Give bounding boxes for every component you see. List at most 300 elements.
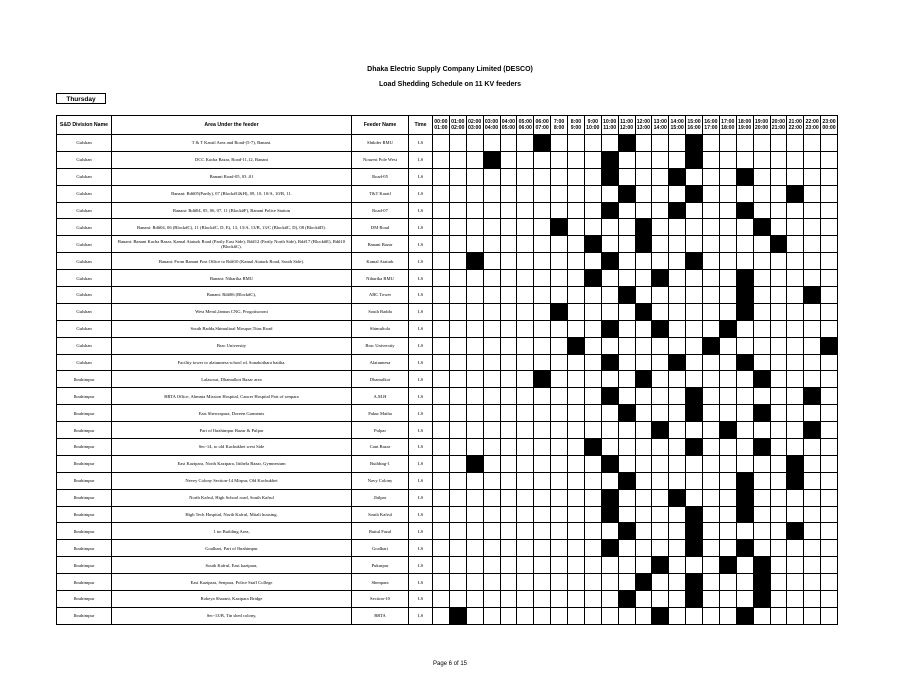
slot-cell — [804, 253, 821, 270]
slot-cell — [433, 151, 450, 168]
area-cell: East Kazipara, North Kazipara, Ittihela Bazar, Gymnesium — [112, 455, 352, 472]
shedding-slot — [584, 439, 601, 456]
shedding-slot — [618, 591, 635, 608]
time-cell: LS — [409, 523, 433, 540]
slot-cell — [821, 506, 838, 523]
area-cell: Rokeya Sharani, Kazipara Bridge — [112, 591, 352, 608]
area-cell: Sec-14, to old Kachukhet west Side — [112, 439, 352, 456]
slot-cell — [753, 523, 770, 540]
slot-cell — [517, 574, 534, 591]
slot-cell — [753, 472, 770, 489]
slot-cell — [466, 354, 483, 371]
slot-cell — [433, 202, 450, 219]
slot-cell — [703, 472, 720, 489]
slot-cell — [821, 489, 838, 506]
slot-cell — [584, 506, 601, 523]
slot-cell — [584, 168, 601, 185]
slot-cell — [770, 574, 787, 591]
slot-cell — [669, 439, 686, 456]
slot-cell — [584, 388, 601, 405]
shedding-slot — [652, 422, 669, 439]
feeder-cell: Road-07 — [352, 202, 409, 219]
slot-cell — [719, 135, 736, 152]
table-row — [57, 287, 838, 304]
slot-cell — [787, 371, 804, 388]
slot-cell — [652, 219, 669, 236]
shedding-slot — [736, 540, 753, 557]
shedding-slot — [686, 405, 703, 422]
slot-cell — [466, 439, 483, 456]
slot-cell — [821, 455, 838, 472]
shedding-slot — [770, 236, 787, 253]
slot-cell — [466, 523, 483, 540]
slot-cell — [534, 405, 551, 422]
area-cell: Banani: Rd#04, 06 (Block#C), 11 (Block#C, D, E), 13, 13/A, 13/B, 13/C (Block#C, D), 08 (Block#D). — [112, 219, 352, 236]
slot-cell — [703, 219, 720, 236]
feeder-cell: Cant Bazar — [352, 439, 409, 456]
slot-cell — [584, 489, 601, 506]
time-header: Time — [409, 116, 433, 135]
slot-cell — [736, 455, 753, 472]
slot-cell — [770, 591, 787, 608]
slot-cell — [753, 185, 770, 202]
slot-cell — [584, 405, 601, 422]
slot-cell — [618, 270, 635, 287]
slot-cell — [568, 607, 585, 624]
slot-cell — [652, 168, 669, 185]
slot-cell — [686, 422, 703, 439]
slot-cell — [618, 506, 635, 523]
slot-cell — [568, 489, 585, 506]
slot-cell — [466, 472, 483, 489]
slot-cell — [449, 422, 466, 439]
slot-cell — [719, 455, 736, 472]
slot-cell — [568, 135, 585, 152]
slot-cell — [787, 151, 804, 168]
slot-cell — [635, 253, 652, 270]
slot-cell — [736, 439, 753, 456]
slot-cell — [770, 303, 787, 320]
slot-cell — [601, 236, 618, 253]
slot-cell — [449, 557, 466, 574]
slot-cell — [551, 489, 568, 506]
division-header: S&D Division Name — [57, 116, 112, 135]
shedding-slot — [787, 185, 804, 202]
slot-cell — [669, 574, 686, 591]
slot-cell — [770, 455, 787, 472]
division-cell: Gulshan — [57, 219, 112, 236]
slot-cell — [821, 303, 838, 320]
slot-cell — [821, 439, 838, 456]
slot-cell — [534, 591, 551, 608]
slot-header: 17:00 18:00 — [719, 116, 736, 135]
slot-cell — [483, 135, 500, 152]
shedding-slot — [652, 607, 669, 624]
slot-cell — [483, 405, 500, 422]
shedding-slot — [601, 506, 618, 523]
slot-cell — [449, 151, 466, 168]
slot-cell — [483, 472, 500, 489]
slot-cell — [500, 523, 517, 540]
slot-cell — [500, 354, 517, 371]
slot-cell — [500, 371, 517, 388]
slot-cell — [517, 489, 534, 506]
slot-cell — [618, 236, 635, 253]
slot-cell — [753, 236, 770, 253]
time-cell: LS — [409, 371, 433, 388]
slot-cell — [568, 422, 585, 439]
slot-cell — [466, 202, 483, 219]
slot-cell — [500, 253, 517, 270]
slot-cell — [534, 455, 551, 472]
slot-cell — [821, 540, 838, 557]
time-cell: LS — [409, 557, 433, 574]
feeder-cell: ABC Tower — [352, 287, 409, 304]
slot-cell — [736, 219, 753, 236]
slot-cell — [551, 320, 568, 337]
slot-cell — [652, 151, 669, 168]
slot-cell — [483, 540, 500, 557]
shedding-slot — [686, 506, 703, 523]
slot-cell — [787, 591, 804, 608]
division-cell: Gulshan — [57, 337, 112, 354]
slot-cell — [703, 270, 720, 287]
time-cell: LS — [409, 472, 433, 489]
time-cell: LS — [409, 151, 433, 168]
slot-cell — [787, 540, 804, 557]
slot-cell — [719, 523, 736, 540]
slot-cell — [753, 168, 770, 185]
shedding-slot — [601, 320, 618, 337]
slot-cell — [753, 354, 770, 371]
shedding-slot — [719, 557, 736, 574]
slot-cell — [770, 472, 787, 489]
feeder-cell: Pulpar — [352, 422, 409, 439]
slot-cell — [753, 151, 770, 168]
division-cell: Ibrahimpur — [57, 388, 112, 405]
slot-cell — [821, 320, 838, 337]
slot-cell — [601, 219, 618, 236]
slot-cell — [449, 489, 466, 506]
slot-cell — [568, 472, 585, 489]
area-cell: Lalasorai, Dhamalkot Bazar area — [112, 371, 352, 388]
slot-cell — [584, 303, 601, 320]
slot-cell — [703, 540, 720, 557]
slot-cell — [821, 253, 838, 270]
table-row — [57, 202, 838, 219]
slot-cell — [719, 236, 736, 253]
feeder-cell: Building-1 — [352, 455, 409, 472]
slot-cell — [618, 439, 635, 456]
slot-header: 14:00 15:00 — [669, 116, 686, 135]
slot-cell — [466, 236, 483, 253]
slot-cell — [517, 270, 534, 287]
slot-cell — [466, 371, 483, 388]
slot-header: 23:00 00:00 — [821, 116, 838, 135]
slot-header: 01:00 02:00 — [449, 116, 466, 135]
slot-cell — [770, 219, 787, 236]
slot-cell — [483, 185, 500, 202]
slot-header: 00:00 01:00 — [433, 116, 450, 135]
slot-cell — [703, 354, 720, 371]
slot-cell — [703, 151, 720, 168]
slot-cell — [719, 388, 736, 405]
shedding-slot — [601, 540, 618, 557]
slot-cell — [618, 337, 635, 354]
slot-cell — [753, 202, 770, 219]
slot-cell — [669, 506, 686, 523]
shedding-slot — [618, 523, 635, 540]
slot-cell — [534, 337, 551, 354]
shedding-slot — [584, 270, 601, 287]
slot-cell — [804, 270, 821, 287]
slot-cell — [669, 607, 686, 624]
slot-cell — [551, 591, 568, 608]
slot-cell — [449, 219, 466, 236]
slot-cell — [551, 506, 568, 523]
shedding-slot — [736, 202, 753, 219]
slot-cell — [719, 202, 736, 219]
shedding-slot — [669, 168, 686, 185]
slot-cell — [821, 202, 838, 219]
area-cell: Nevey Colony Section-14 Mirpur, Old Kochukhet — [112, 472, 352, 489]
shedding-slot — [736, 489, 753, 506]
slot-cell — [433, 388, 450, 405]
slot-cell — [652, 371, 669, 388]
shedding-slot — [635, 574, 652, 591]
slot-cell — [449, 185, 466, 202]
slot-cell — [433, 371, 450, 388]
slot-cell — [635, 135, 652, 152]
slot-cell — [703, 253, 720, 270]
slot-cell — [787, 405, 804, 422]
slot-cell — [433, 337, 450, 354]
slot-cell — [719, 591, 736, 608]
slot-cell — [618, 489, 635, 506]
slot-cell — [534, 287, 551, 304]
division-cell: Ibrahimpur — [57, 371, 112, 388]
slot-cell — [449, 354, 466, 371]
slot-cell — [770, 489, 787, 506]
shedding-slot — [736, 607, 753, 624]
division-cell: Gulshan — [57, 270, 112, 287]
slot-cell — [500, 439, 517, 456]
time-cell: LS — [409, 253, 433, 270]
slot-cell — [703, 135, 720, 152]
slot-cell — [449, 303, 466, 320]
slot-cell — [770, 337, 787, 354]
slot-cell — [534, 439, 551, 456]
shedding-slot — [669, 202, 686, 219]
slot-cell — [517, 168, 534, 185]
slot-cell — [517, 202, 534, 219]
slot-cell — [821, 523, 838, 540]
slot-cell — [517, 540, 534, 557]
time-cell: LS — [409, 236, 433, 253]
slot-cell — [500, 506, 517, 523]
division-cell: Gulshan — [57, 168, 112, 185]
slot-cell — [770, 354, 787, 371]
slot-cell — [669, 303, 686, 320]
feeder-cell: Goalbari — [352, 540, 409, 557]
slot-cell — [753, 287, 770, 304]
feeder-cell: Shenpara — [352, 574, 409, 591]
area-cell: Goalbari, Part of Ibrahimpur — [112, 540, 352, 557]
slot-cell — [483, 287, 500, 304]
slot-cell — [703, 371, 720, 388]
slot-cell — [534, 574, 551, 591]
slot-cell — [534, 472, 551, 489]
slot-cell — [517, 439, 534, 456]
slot-cell — [804, 540, 821, 557]
slot-cell — [584, 253, 601, 270]
slot-cell — [686, 303, 703, 320]
slot-cell — [736, 371, 753, 388]
time-cell: LS — [409, 540, 433, 557]
area-cell: East Shewrapara, Doreen Garments — [112, 405, 352, 422]
slot-cell — [551, 337, 568, 354]
feeder-cell: Shimultola — [352, 320, 409, 337]
slot-cell — [753, 489, 770, 506]
table-row — [57, 439, 838, 456]
slot-cell — [551, 388, 568, 405]
slot-cell — [686, 455, 703, 472]
shedding-slot — [804, 388, 821, 405]
slot-cell — [703, 523, 720, 540]
slot-cell — [449, 270, 466, 287]
slot-cell — [787, 135, 804, 152]
table-row — [57, 135, 838, 152]
time-cell: LS — [409, 455, 433, 472]
division-cell: Ibrahimpur — [57, 574, 112, 591]
slot-cell — [551, 455, 568, 472]
slot-cell — [601, 371, 618, 388]
slot-cell — [669, 219, 686, 236]
slot-cell — [635, 557, 652, 574]
slot-cell — [753, 270, 770, 287]
slot-cell — [770, 523, 787, 540]
slot-cell — [719, 489, 736, 506]
slot-cell — [551, 354, 568, 371]
slot-header: 9:00 10:00 — [584, 116, 601, 135]
division-cell: Ibrahimpur — [57, 523, 112, 540]
area-cell: Banani Road-05, 03 ,01 — [112, 168, 352, 185]
slot-cell — [466, 270, 483, 287]
slot-cell — [568, 236, 585, 253]
shedding-slot — [635, 303, 652, 320]
shedding-slot — [736, 270, 753, 287]
slot-cell — [770, 405, 787, 422]
slot-cell — [686, 607, 703, 624]
slot-cell — [635, 168, 652, 185]
slot-cell — [433, 439, 450, 456]
slot-cell — [601, 135, 618, 152]
slot-cell — [652, 388, 669, 405]
slot-cell — [618, 422, 635, 439]
table-row — [57, 557, 838, 574]
shedding-slot — [618, 405, 635, 422]
slot-cell — [601, 523, 618, 540]
slot-cell — [736, 151, 753, 168]
slot-cell — [787, 354, 804, 371]
shedding-slot — [686, 135, 703, 152]
time-cell: LS — [409, 303, 433, 320]
slot-cell — [500, 591, 517, 608]
slot-cell — [601, 607, 618, 624]
slot-cell — [719, 168, 736, 185]
slot-cell — [753, 455, 770, 472]
shedding-slot — [787, 523, 804, 540]
shedding-slot — [703, 337, 720, 354]
slot-cell — [483, 219, 500, 236]
slot-cell — [703, 574, 720, 591]
slot-cell — [821, 287, 838, 304]
slot-cell — [652, 135, 669, 152]
shedding-slot — [753, 557, 770, 574]
slot-cell — [466, 506, 483, 523]
slot-cell — [534, 303, 551, 320]
shedding-slot — [753, 574, 770, 591]
slot-header: 16:00 17:00 — [703, 116, 720, 135]
division-cell: Ibrahimpur — [57, 506, 112, 523]
table-row — [57, 489, 838, 506]
slot-cell — [601, 287, 618, 304]
slot-cell — [669, 287, 686, 304]
slot-cell — [804, 591, 821, 608]
slot-cell — [736, 405, 753, 422]
time-cell: LS — [409, 135, 433, 152]
time-cell: LS — [409, 388, 433, 405]
slot-cell — [534, 219, 551, 236]
slot-cell — [686, 219, 703, 236]
table-row — [57, 337, 838, 354]
slot-cell — [433, 574, 450, 591]
slot-cell — [821, 354, 838, 371]
shedding-slot — [551, 219, 568, 236]
slot-cell — [500, 574, 517, 591]
slot-cell — [753, 506, 770, 523]
slot-cell — [669, 591, 686, 608]
slot-cell — [483, 557, 500, 574]
slot-header: 20:00 21:00 — [770, 116, 787, 135]
slot-cell — [804, 472, 821, 489]
area-cell: Banani: Rd#05(Partly), 07 (Block#G&H), 09, 10, 10/A, 10/B, 11. — [112, 185, 352, 202]
slot-cell — [584, 422, 601, 439]
area-cell: DCC Kacha Bazar, Road-11,12, Banani — [112, 151, 352, 168]
slot-cell — [601, 405, 618, 422]
area-cell: Banani: From Banani Post Office to Rd#10 (Kamal Ataturk Road, South Side). — [112, 253, 352, 270]
slot-cell — [686, 168, 703, 185]
table-row — [57, 219, 838, 236]
slot-cell — [804, 557, 821, 574]
slot-cell — [719, 439, 736, 456]
area-cell: South Badda,Shimultoal Mosque,Titas Road — [112, 320, 352, 337]
slot-header: 02:00 03:00 — [466, 116, 483, 135]
page-title: Dhaka Electric Supply Company Limited (DESCO) — [367, 66, 533, 73]
shedding-slot — [686, 540, 703, 557]
slot-cell — [804, 354, 821, 371]
slot-cell — [635, 405, 652, 422]
slot-cell — [618, 320, 635, 337]
slot-cell — [551, 202, 568, 219]
slot-cell — [483, 607, 500, 624]
table-row — [57, 607, 838, 624]
slot-cell — [584, 202, 601, 219]
slot-cell — [568, 287, 585, 304]
slot-cell — [669, 422, 686, 439]
slot-cell — [686, 320, 703, 337]
slot-cell — [618, 388, 635, 405]
